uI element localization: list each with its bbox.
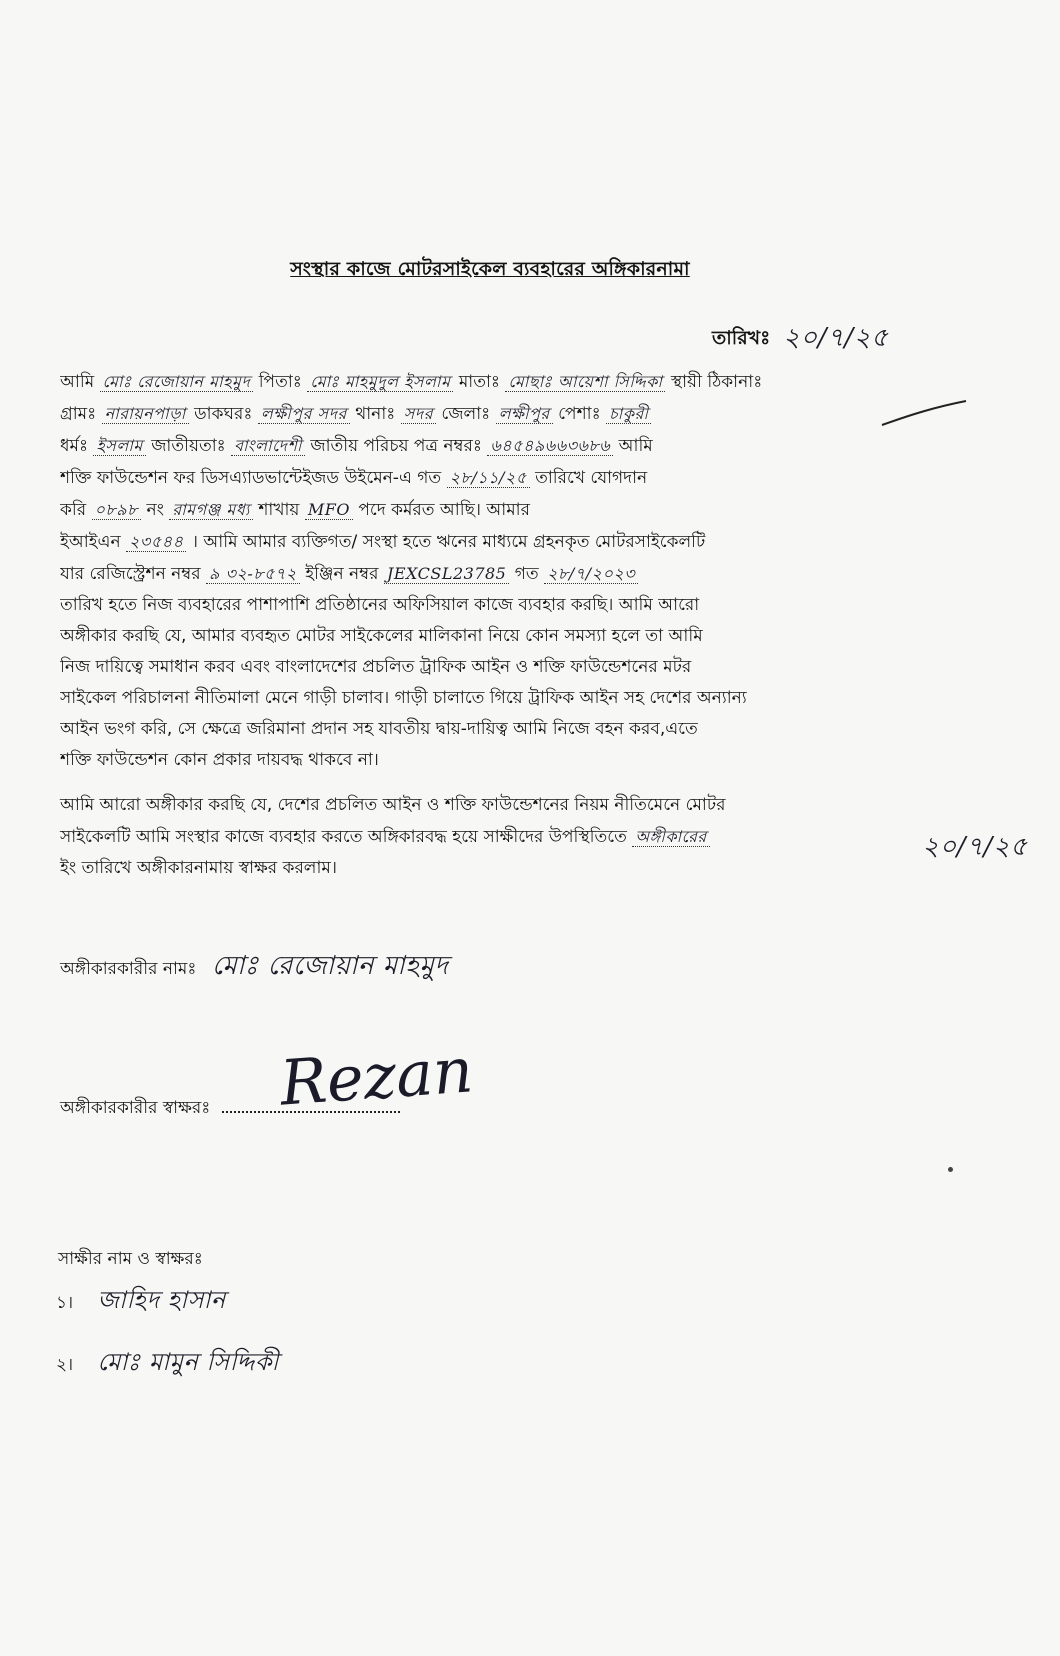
join-date-field: ২৮/১১/২৫ [447, 468, 530, 488]
body-line-10: নিজ দায়িত্বে সমাধান করব এবং বাংলাদেশের প্রচলিত ট্রাফিক আইন ও শক্তি ফাউন্ডেশনের মটর [60, 657, 692, 677]
witness-1-number: ১। [56, 1293, 74, 1313]
label-branch: শাখায় [258, 500, 300, 520]
branch-no-field: ০৮৯৮ [92, 500, 142, 520]
label-profession: পেশাঃ [558, 404, 601, 424]
declarant-signature: Rezan [277, 1033, 476, 1120]
para2-line-1: আমি আরো অঙ্গীকার করছি যে, দেশের প্রচলিত আইন ও শক্তি ফাউন্ডেশনের নিয়ম নীতিমেনে মোটর [60, 795, 726, 815]
body-line-13: শক্তি ফাউন্ডেশন কোন প্রকার দায়বদ্ধ থাকবে না। [60, 750, 379, 770]
document-title: সংস্থার কাজে মোটরসাইকেল ব্যবহারের অঙ্গিকারনামা [290, 258, 690, 280]
loan-text: । আমি আমার ব্যক্তিগত/ সংস্থা হতে ঋনের মাধ্যমে গ্রহনকৃত মোটরসাইকেলটি [191, 532, 706, 552]
para2-text: সাইকেলটি আমি সংস্থার কাজে ব্যবহার করতে অঙ্গিকারবদ্ধ হয়ে সাক্ষীদের উপস্থিতিতে [60, 827, 627, 847]
date-value: ২০/৭/২৫ [782, 323, 889, 353]
label-religion: ধর্মঃ [60, 436, 89, 456]
witness-2-name: মোঃ মামুন সিদ্দিকী [97, 1348, 279, 1376]
father-field: মোঃ মাহমুদুল ইসলাম [307, 372, 453, 392]
label-permanent-address: স্থায়ী ঠিকানাঃ [670, 372, 763, 392]
date-label: তারিখঃ [712, 327, 771, 349]
body-line-4 [60, 462, 910, 494]
label-father: পিতাঃ [258, 372, 302, 392]
label-mother: মাতাঃ [458, 372, 500, 392]
witness-1 [56, 1282, 226, 1322]
label-nid: জাতীয় পরিচয় পত্র নম্বরঃ [310, 436, 482, 456]
thana-field: সদর [401, 404, 436, 424]
body-line-6 [60, 526, 910, 558]
declarant-name-label: অঙ্গীকারকারীর নামঃ [60, 959, 197, 979]
label-village: গ্রামঃ [60, 404, 97, 424]
label-ein: ইআইএন [60, 532, 121, 552]
religion-field: ইসলাম [93, 436, 145, 456]
ein-field: ২৩৫৪৪ [126, 532, 186, 552]
para2-line-2 [60, 821, 910, 853]
label-kori: করি [60, 500, 87, 520]
label-registration: যার রেজিস্ট্রেশন নম্বর [60, 564, 201, 584]
declarant-name-row [60, 945, 448, 989]
mother-field: মোছাঃ আয়েশা সিদ্দিকা [505, 372, 665, 392]
body-line-2 [60, 398, 910, 430]
org-text: শক্তি ফাউন্ডেশন ফর ডিসএ্যাডভান্টেইজড উইমেন-এ গত [60, 468, 442, 488]
sign-date-field: অঙ্গীকারের [632, 827, 709, 847]
witness-heading: সাক্ষীর নাম ও স্বাক্ষরঃ [58, 1249, 203, 1269]
bike-date-field: ২৮/৭/২০২৩ [544, 564, 638, 584]
label-thana: থানাঃ [355, 404, 396, 424]
body-line-5 [60, 494, 910, 526]
nid-field: ৬৪৫৪৯৬৬৩৬৮৬ [487, 436, 613, 456]
body-line-8: তারিখ হতে নিজ ব্যবহারের পাশাপাশি প্রতিষ্ঠানের অফিসিয়াল কাজে ব্যবহার করছি। আমি আরো [60, 595, 700, 615]
declarant-name-value: মোঃ রেজোয়ান মাহমুদ [211, 951, 449, 981]
witness-2 [56, 1344, 279, 1384]
post-office-field: লক্ষীপুর সদর [258, 404, 350, 424]
nationality-field: বাংলাদেশী [231, 436, 305, 456]
label-post: পদে কর্মরত আছি। আমার [358, 500, 530, 520]
para2-line-3: ইং তারিখে অঙ্গীকারনামায় স্বাক্ষর করলাম। [60, 858, 337, 878]
date-row [712, 315, 888, 359]
body-line-9: অঙ্গীকার করছি যে, আমার ব্যবহৃত মোটর সাইকেলের মালিকানা নিয়ে কোন সমস্যা হলে তা আমি [60, 626, 703, 646]
declarant-signature-label: অঙ্গীকারকারীর স্বাক্ষরঃ [60, 1098, 211, 1118]
label-gata: গত [514, 564, 539, 584]
body-line-11: সাইকেল পরিচালনা নীতিমালা মেনে গাড়ী চালাব। গাড়ী চালাতে গিয়ে ট্রাফিক আইন সহ দেশের অন্যান্য [60, 688, 747, 708]
registration-field: ৯ ৩২-৮৫৭২ [206, 564, 300, 584]
profession-field: চাকুরী [606, 404, 651, 424]
branch-field: রামগঞ্জ মধ্য [169, 500, 253, 520]
district-field: লক্ষীপুর [496, 404, 553, 424]
label-district: জেলাঃ [441, 404, 491, 424]
declaration-body [60, 366, 910, 776]
body-line-3 [60, 430, 910, 462]
witness-2-number: ২। [56, 1355, 74, 1375]
label-ami-2: আমি [618, 436, 653, 456]
engine-field: JEXCSL23785 [384, 564, 509, 584]
margin-speck [948, 1167, 953, 1172]
body-line-1 [60, 366, 910, 398]
witness-1-name: জাহিদ হাসান [97, 1286, 226, 1314]
label-post-office: ডাকঘরঃ [194, 404, 253, 424]
name-field: মোঃ রেজোয়ান মাহমুদ [100, 372, 254, 392]
margin-date: ২০/৭/২৫ [922, 832, 1028, 862]
label-join: তারিখে যোগদান [535, 468, 648, 488]
label-ami: আমি [60, 372, 95, 392]
declaration-paragraph-2 [60, 790, 910, 884]
margin-arrow [880, 395, 970, 440]
label-nationality: জাতীয়তাঃ [151, 436, 226, 456]
label-no: নং [146, 500, 164, 520]
label-engine: ইঞ্জিন নম্বর [305, 564, 379, 584]
village-field: নারায়নপাড়া [102, 404, 189, 424]
body-line-12: আইন ভংগ করি, সে ক্ষেত্রে জরিমানা প্রদান সহ যাবতীয় দ্বায়-দায়িত্ব আমি নিজে বহন করব,এতে [60, 719, 698, 739]
post-field: MFO [305, 500, 353, 520]
body-line-7 [60, 558, 910, 590]
